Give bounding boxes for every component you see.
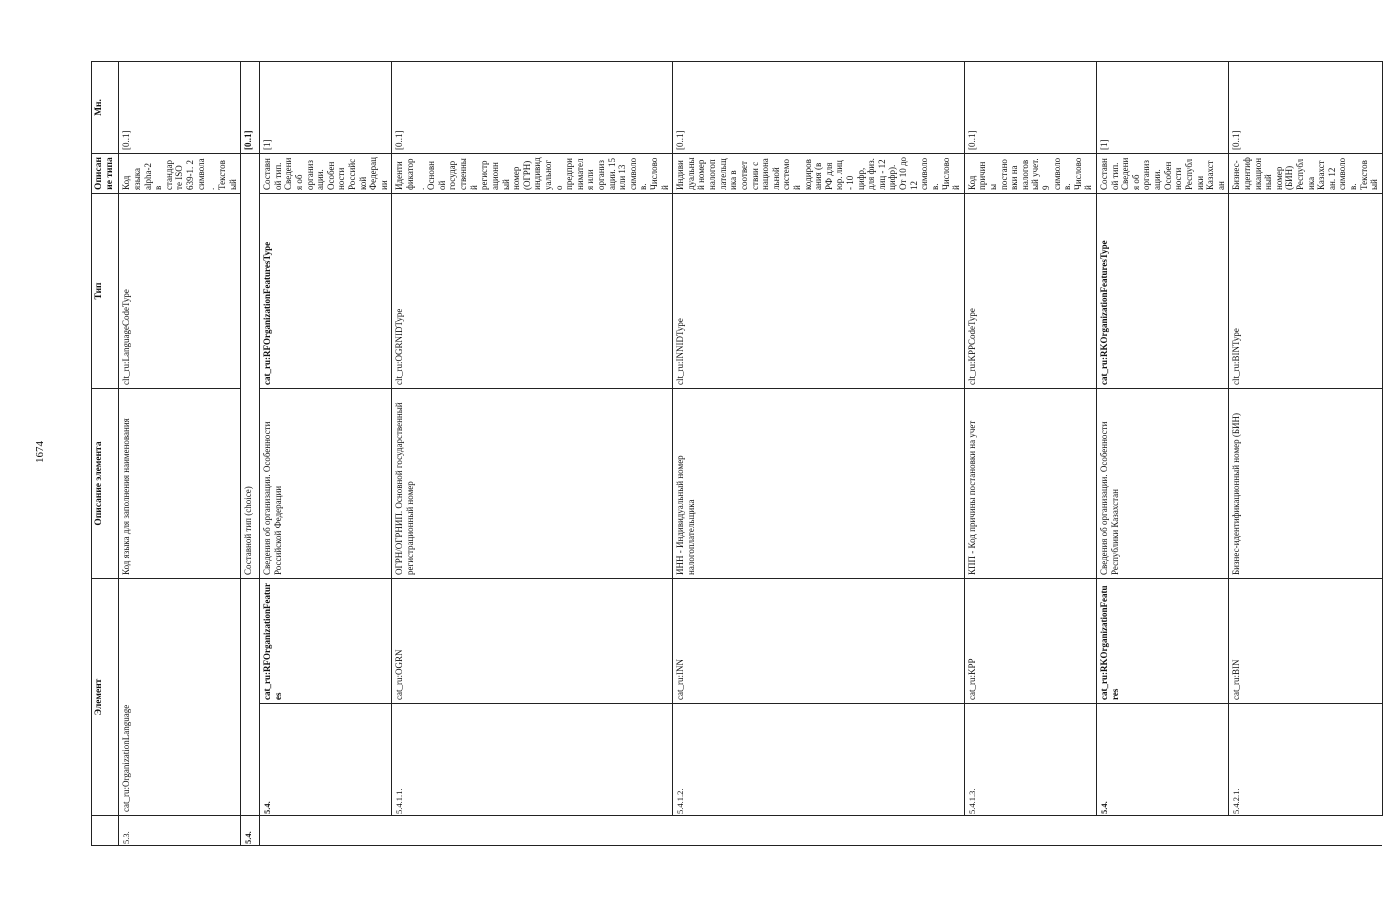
table-row <box>392 61 673 845</box>
table-row <box>964 61 1096 845</box>
row-description: КПП - Код причины постановки на учет <box>964 388 1096 578</box>
row-description: Сведения об организации. Особенности Республики Казахстан <box>1097 388 1229 578</box>
row-element: cat_ru:BIN <box>1229 578 1383 703</box>
row-type: clt_ru:INNIDType <box>673 193 964 388</box>
row-number: 5.3. <box>119 816 241 846</box>
row-description: ИНН - Индивидуальный номер налогоплательщика <box>673 388 964 578</box>
table-row <box>1097 61 1229 845</box>
table-row <box>1229 61 1383 845</box>
header-element-description: Описание элемента <box>92 388 119 578</box>
table-row <box>119 61 241 845</box>
header-type-description: Описание типа <box>92 153 119 193</box>
row-element: cat_ru:OrganizationLanguage <box>119 578 241 815</box>
element-table <box>91 61 1383 846</box>
row-description: Составной тип (choice) <box>241 153 260 578</box>
row-type-description: Идентификатор. Основной государственный регистрационный номер (ОГРН) индивидуального предпринимателя или организации. 15 или 13 символов. Числовой <box>392 153 673 193</box>
row-type: clt_ru:BINType <box>1229 193 1383 388</box>
row-indent <box>964 816 1096 846</box>
row-element: cat_ru:OGRN <box>392 578 673 703</box>
row-type-description: Код языка alpha-2 в стандарте ISO 639-1. 2 символа. Текстовый <box>119 153 241 193</box>
row-number: 5.4. <box>260 704 392 816</box>
row-description: Бизнес-идентификационный номер (БИН) <box>1229 388 1383 578</box>
row-type: cat_ru:RFOrganizationFeaturesType <box>260 193 392 388</box>
row-type: clt_ru:KPPCodeType <box>964 193 1096 388</box>
row-number: 5.4. <box>1097 704 1229 816</box>
row-element: cat_ru:RFOrganizationFeatures <box>260 578 392 703</box>
row-indent <box>673 816 964 846</box>
row-type-description: Код причины постановки на налоговый учет. 9 символов. Числовой <box>964 153 1096 193</box>
header-number <box>92 816 119 846</box>
row-indent <box>1097 816 1229 846</box>
row-description: Код языка для заполнения наименования <box>119 388 241 578</box>
row-indent <box>1229 816 1383 846</box>
row-element <box>241 578 260 815</box>
row-number: 5.4.2.1. <box>1229 704 1383 816</box>
row-multiplicity: [0..1] <box>119 61 241 153</box>
row-element: cat_ru:RKOrganizationFeatures <box>1097 578 1229 703</box>
row-multiplicity: [0..1] <box>673 61 964 153</box>
row-type: clt_ru:OGRNIDType <box>392 193 673 388</box>
row-multiplicity: [1] <box>1097 61 1229 153</box>
row-description: Сведения об организации. Особенности Российской Федерации <box>260 388 392 578</box>
row-element: cat_ru:INN <box>673 578 964 703</box>
header-element: Элемент <box>92 578 119 815</box>
row-type-description: Составной тип. Сведения об организации. Особенности Республики Казахстан <box>1097 153 1229 193</box>
row-number: 5.4.1.3. <box>964 704 1096 816</box>
header-type: Тип <box>92 193 119 388</box>
row-number: 5.4. <box>241 816 260 846</box>
table-row <box>260 61 392 845</box>
row-number: 5.4.1.2. <box>673 704 964 816</box>
rotated-table-wrapper <box>91 62 1380 846</box>
row-multiplicity: [0..1] <box>392 61 673 153</box>
row-number: 5.4.1.1. <box>392 704 673 816</box>
row-type-description: Бизнес-идентификационный номер (БИН) Республика Казахстан. 12 символов. Текстовый <box>1229 153 1383 193</box>
row-multiplicity: [1] <box>260 61 392 153</box>
row-multiplicity: [0..1] <box>241 61 260 153</box>
row-element: cat_ru:KPP <box>964 578 1096 703</box>
row-indent <box>392 816 673 846</box>
row-indent <box>260 816 392 846</box>
row-type-description: Индивидуальный номер налогоплательщика в соответствии с национальной системой кодирования (в РФ для юр. лиц - 10 цифр, для физ. лиц - 12 цифр). От 10 до 12 символов. Числовой <box>673 153 964 193</box>
row-multiplicity: [0..1] <box>964 61 1096 153</box>
header-row <box>92 61 119 845</box>
row-multiplicity: [0..1] <box>1229 61 1383 153</box>
row-type: clt_ru:LanguageCodeType <box>119 193 241 388</box>
row-type-description: Составной тип. Сведения об организации. Особенности Российской Федерации <box>260 153 392 193</box>
row-description: ОГРН/ОГРНИП. Основной государственный регистрационный номер <box>392 388 673 578</box>
page-number: 1674 <box>34 441 46 463</box>
row-type: cat_ru:RKOrganizationFeaturesType <box>1097 193 1229 388</box>
table-row <box>673 61 964 845</box>
header-multiplicity: Мн. <box>92 61 119 153</box>
table-row <box>241 61 260 845</box>
